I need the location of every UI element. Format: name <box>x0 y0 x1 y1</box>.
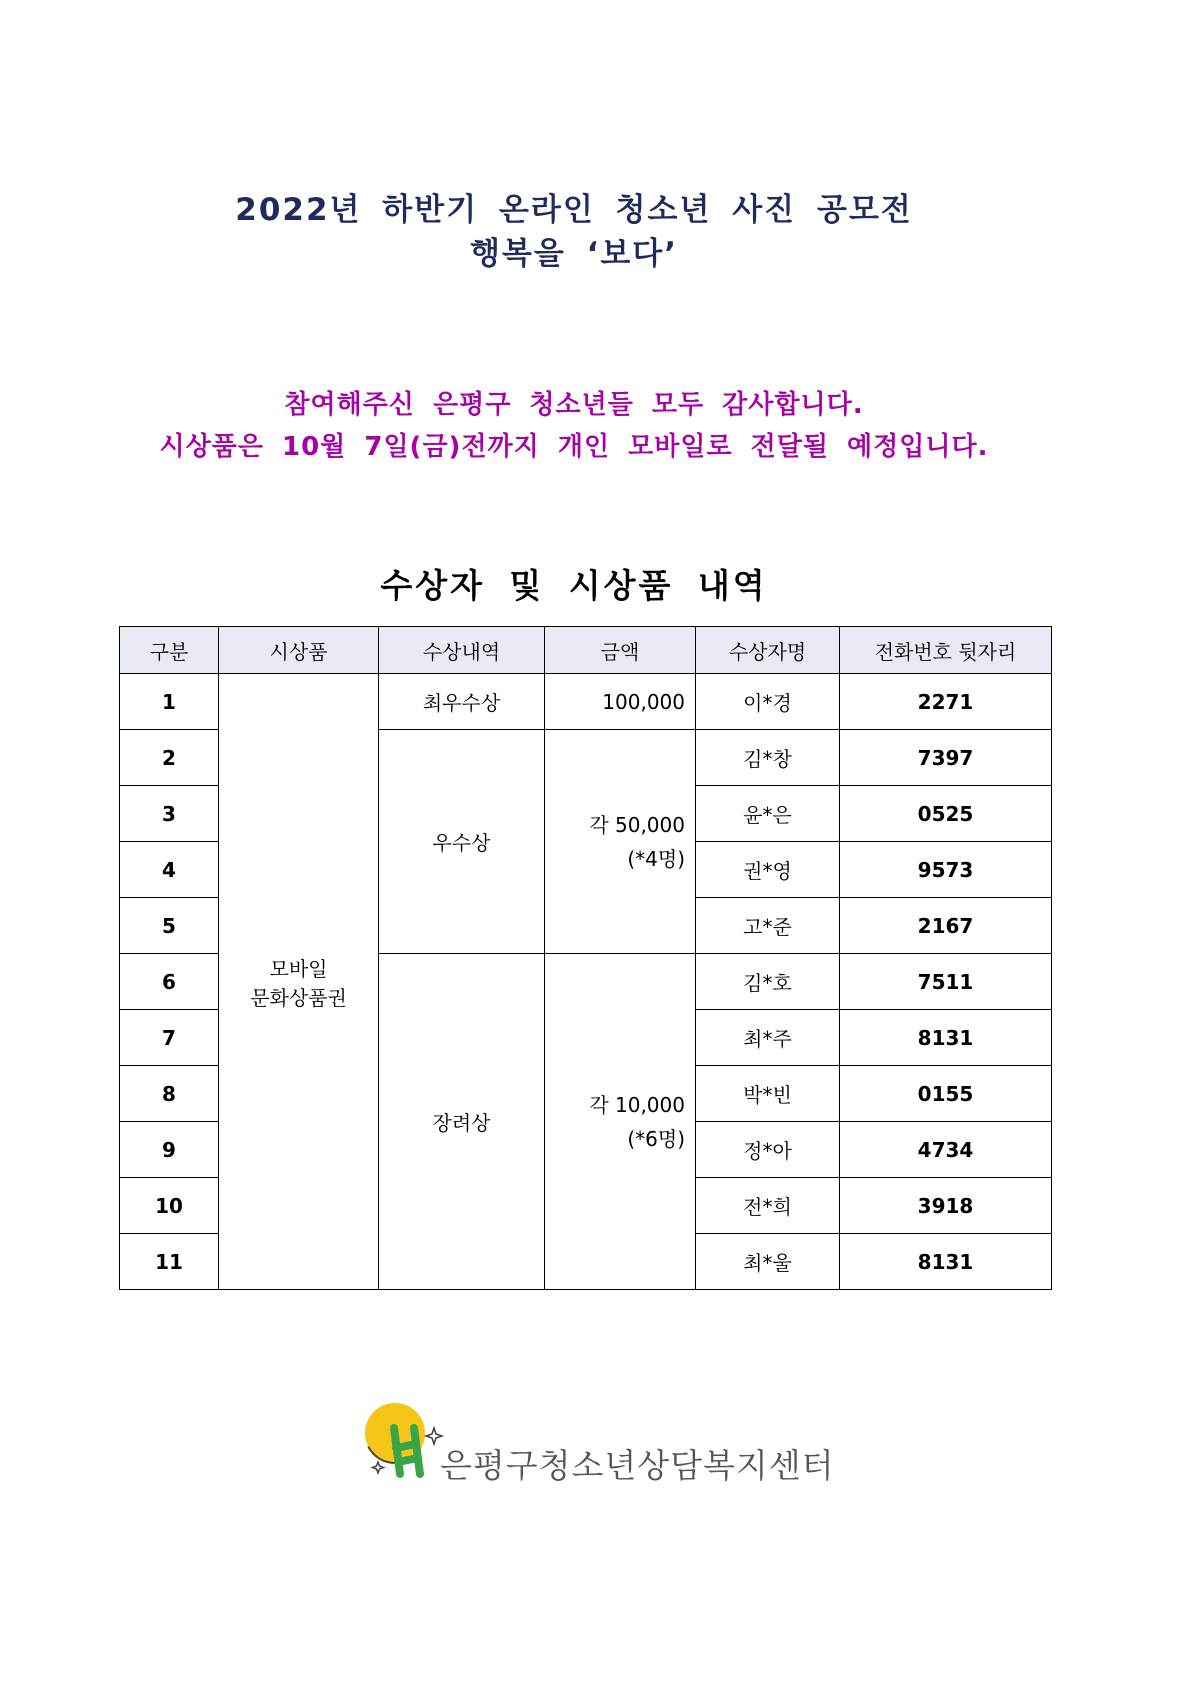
phone-last-digits: 2167 <box>840 898 1052 954</box>
winner-name: 최*울 <box>696 1234 840 1290</box>
title-block <box>0 188 1148 276</box>
phone-last-digits: 0155 <box>840 1066 1052 1122</box>
row-no: 4 <box>120 842 219 898</box>
prize-line2: 문화상품권 <box>250 985 347 1010</box>
header-phone: 전화번호 뒷자리 <box>840 627 1052 674</box>
notice-thanks: 참여해주신 은평구 청소년들 모두 감사합니다. <box>284 390 864 420</box>
winner-name: 전*희 <box>696 1178 840 1234</box>
row-no: 9 <box>120 1122 219 1178</box>
header-award: 수상내역 <box>379 627 545 674</box>
phone-last-digits: 8131 <box>840 1010 1052 1066</box>
header-amount: 금액 <box>545 627 696 674</box>
winner-name: 권*영 <box>696 842 840 898</box>
moon-ladder-icon <box>360 1400 450 1482</box>
row-no: 1 <box>120 674 219 730</box>
award-name: 장려상 <box>379 954 545 1290</box>
header-no: 구분 <box>120 627 219 674</box>
phone-last-digits: 0525 <box>840 786 1052 842</box>
phone-last-digits: 7511 <box>840 954 1052 1010</box>
winner-name: 김*창 <box>696 730 840 786</box>
winner-name: 박*빈 <box>696 1066 840 1122</box>
winner-name: 최*주 <box>696 1010 840 1066</box>
header-winner: 수상자명 <box>696 627 840 674</box>
row-no: 10 <box>120 1178 219 1234</box>
awards-table <box>119 626 1052 1290</box>
award-amount-value: 각 50,000 <box>589 812 685 837</box>
row-no: 6 <box>120 954 219 1010</box>
award-amount <box>545 730 696 954</box>
table-row <box>120 674 1052 730</box>
row-no: 2 <box>120 730 219 786</box>
phone-last-digits: 2271 <box>840 674 1052 730</box>
page-subtitle: 행복을 ‘보다’ <box>469 236 679 272</box>
award-count: (*4명) <box>627 846 685 871</box>
winner-name: 고*준 <box>696 898 840 954</box>
award-amount: 100,000 <box>545 674 696 730</box>
row-no: 11 <box>120 1234 219 1290</box>
center-logo <box>360 1400 835 1485</box>
row-no: 7 <box>120 1010 219 1066</box>
notice-delivery: 시상품은 10월 7일(금)전까지 개인 모바일로 전달될 예정입니다. <box>159 432 989 462</box>
row-no: 3 <box>120 786 219 842</box>
notice-block <box>0 384 1148 468</box>
winner-name: 김*호 <box>696 954 840 1010</box>
row-no: 5 <box>120 898 219 954</box>
winner-name: 윤*은 <box>696 786 840 842</box>
logo-text: 은평구청소년상담복지센터 <box>440 1446 835 1485</box>
phone-last-digits: 8131 <box>840 1234 1052 1290</box>
winner-name: 이*경 <box>696 674 840 730</box>
header-prize: 시상품 <box>219 627 379 674</box>
row-no: 8 <box>120 1066 219 1122</box>
winner-name: 정*아 <box>696 1122 840 1178</box>
award-name: 최우수상 <box>379 674 545 730</box>
award-name: 우수상 <box>379 730 545 954</box>
page-title: 2022년 하반기 온라인 청소년 사진 공모전 <box>235 192 913 228</box>
sparkle-icon <box>373 1462 384 1473</box>
section-heading: 수상자 및 시상품 내역 <box>380 566 768 605</box>
phone-last-digits: 4734 <box>840 1122 1052 1178</box>
prize-cell <box>219 674 379 1290</box>
prize-line1: 모바일 <box>269 956 328 981</box>
phone-last-digits: 3918 <box>840 1178 1052 1234</box>
award-amount <box>545 954 696 1290</box>
award-count: (*6명) <box>627 1126 685 1151</box>
phone-last-digits: 9573 <box>840 842 1052 898</box>
award-amount-value: 각 10,000 <box>589 1092 685 1117</box>
table-header-row <box>120 627 1052 674</box>
phone-last-digits: 7397 <box>840 730 1052 786</box>
